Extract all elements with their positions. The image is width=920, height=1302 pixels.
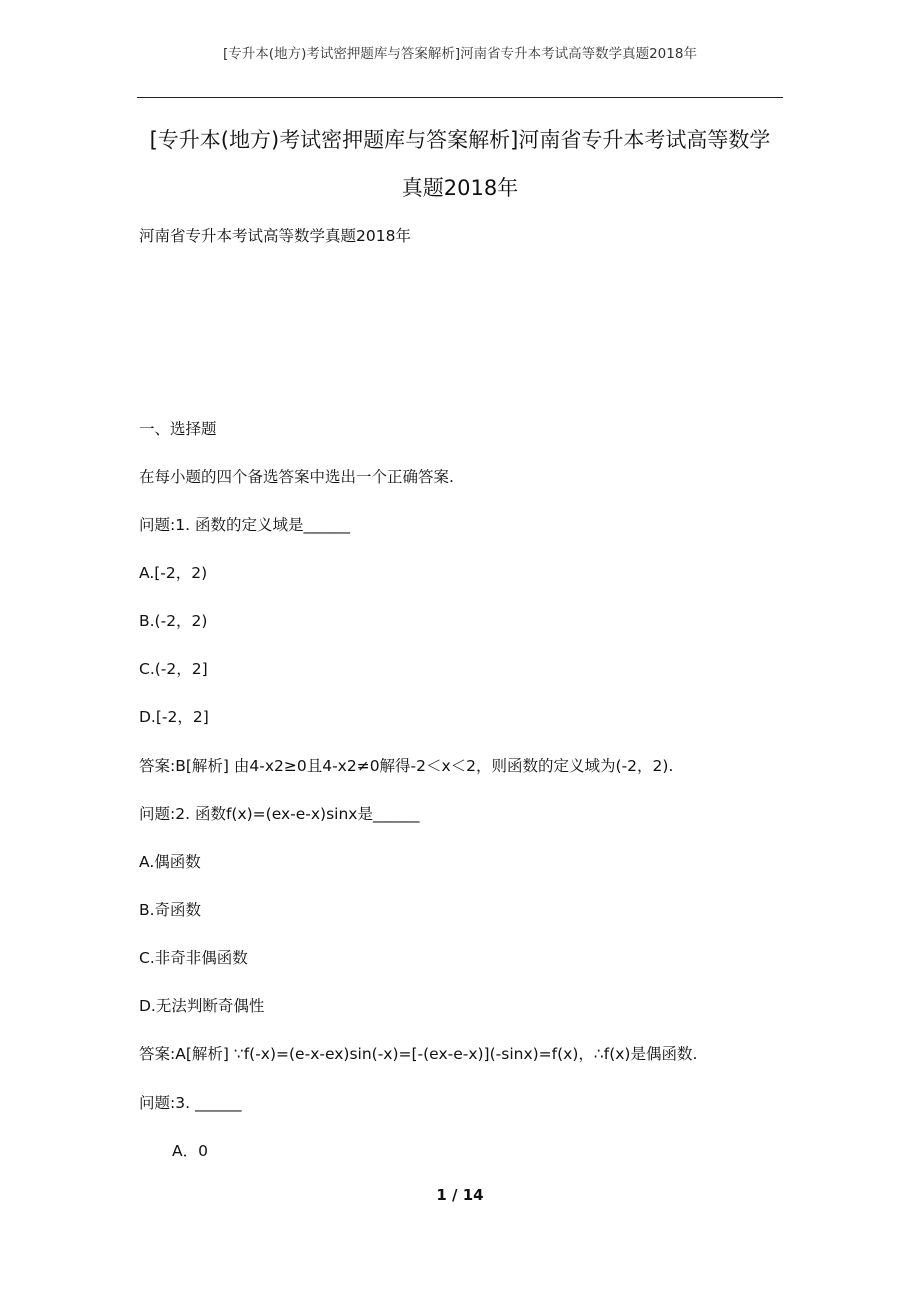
header-divider xyxy=(137,97,783,98)
question-3: 问题:3. ______ xyxy=(139,1094,242,1112)
document-title-line-1: [专升本(地方)考试密押题库与答案解析]河南省专升本考试高等数学 xyxy=(149,128,771,152)
question-2-option-a: A.偶函数 xyxy=(139,853,201,871)
document-title-line-2: 真题2018年 xyxy=(401,176,519,200)
question-2-option-b: B.奇函数 xyxy=(139,901,202,919)
question-3-option-a: A．0 xyxy=(172,1142,208,1160)
page-number: 1 / 14 xyxy=(436,1186,484,1204)
section-heading: 一、选择题 xyxy=(139,420,217,438)
question-1-answer: 答案:B[解析] 由4-x2≥0且4-x2≠0解得-2＜x＜2，则函数的定义域为(-2，2). xyxy=(139,757,674,775)
question-1-option-b: B.(-2，2) xyxy=(139,612,208,630)
question-1: 问题:1. 函数的定义域是______ xyxy=(139,516,350,534)
question-1-option-a: A.[-2，2) xyxy=(139,564,208,582)
question-1-option-d: D.[-2，2] xyxy=(139,708,209,726)
running-header: [专升本(地方)考试密押题库与答案解析]河南省专升本考试高等数学真题2018年 xyxy=(223,46,697,62)
question-2: 问题:2. 函数f(x)=(ex-e-x)sinx是______ xyxy=(139,805,420,823)
question-2-option-d: D.无法判断奇偶性 xyxy=(139,997,265,1015)
question-2-option-c: C.非奇非偶函数 xyxy=(139,949,248,967)
document-subtitle: 河南省专升本考试高等数学真题2018年 xyxy=(139,227,411,245)
question-2-answer: 答案:A[解析] ∵f(-x)=(e-x-ex)sin(-x)=[-(ex-e-x)](-sinx)=f(x)，∴f(x)是偶函数. xyxy=(139,1045,698,1063)
instruction-text: 在每小题的四个备选答案中选出一个正确答案. xyxy=(139,468,454,486)
question-1-option-c: C.(-2，2] xyxy=(139,660,208,678)
